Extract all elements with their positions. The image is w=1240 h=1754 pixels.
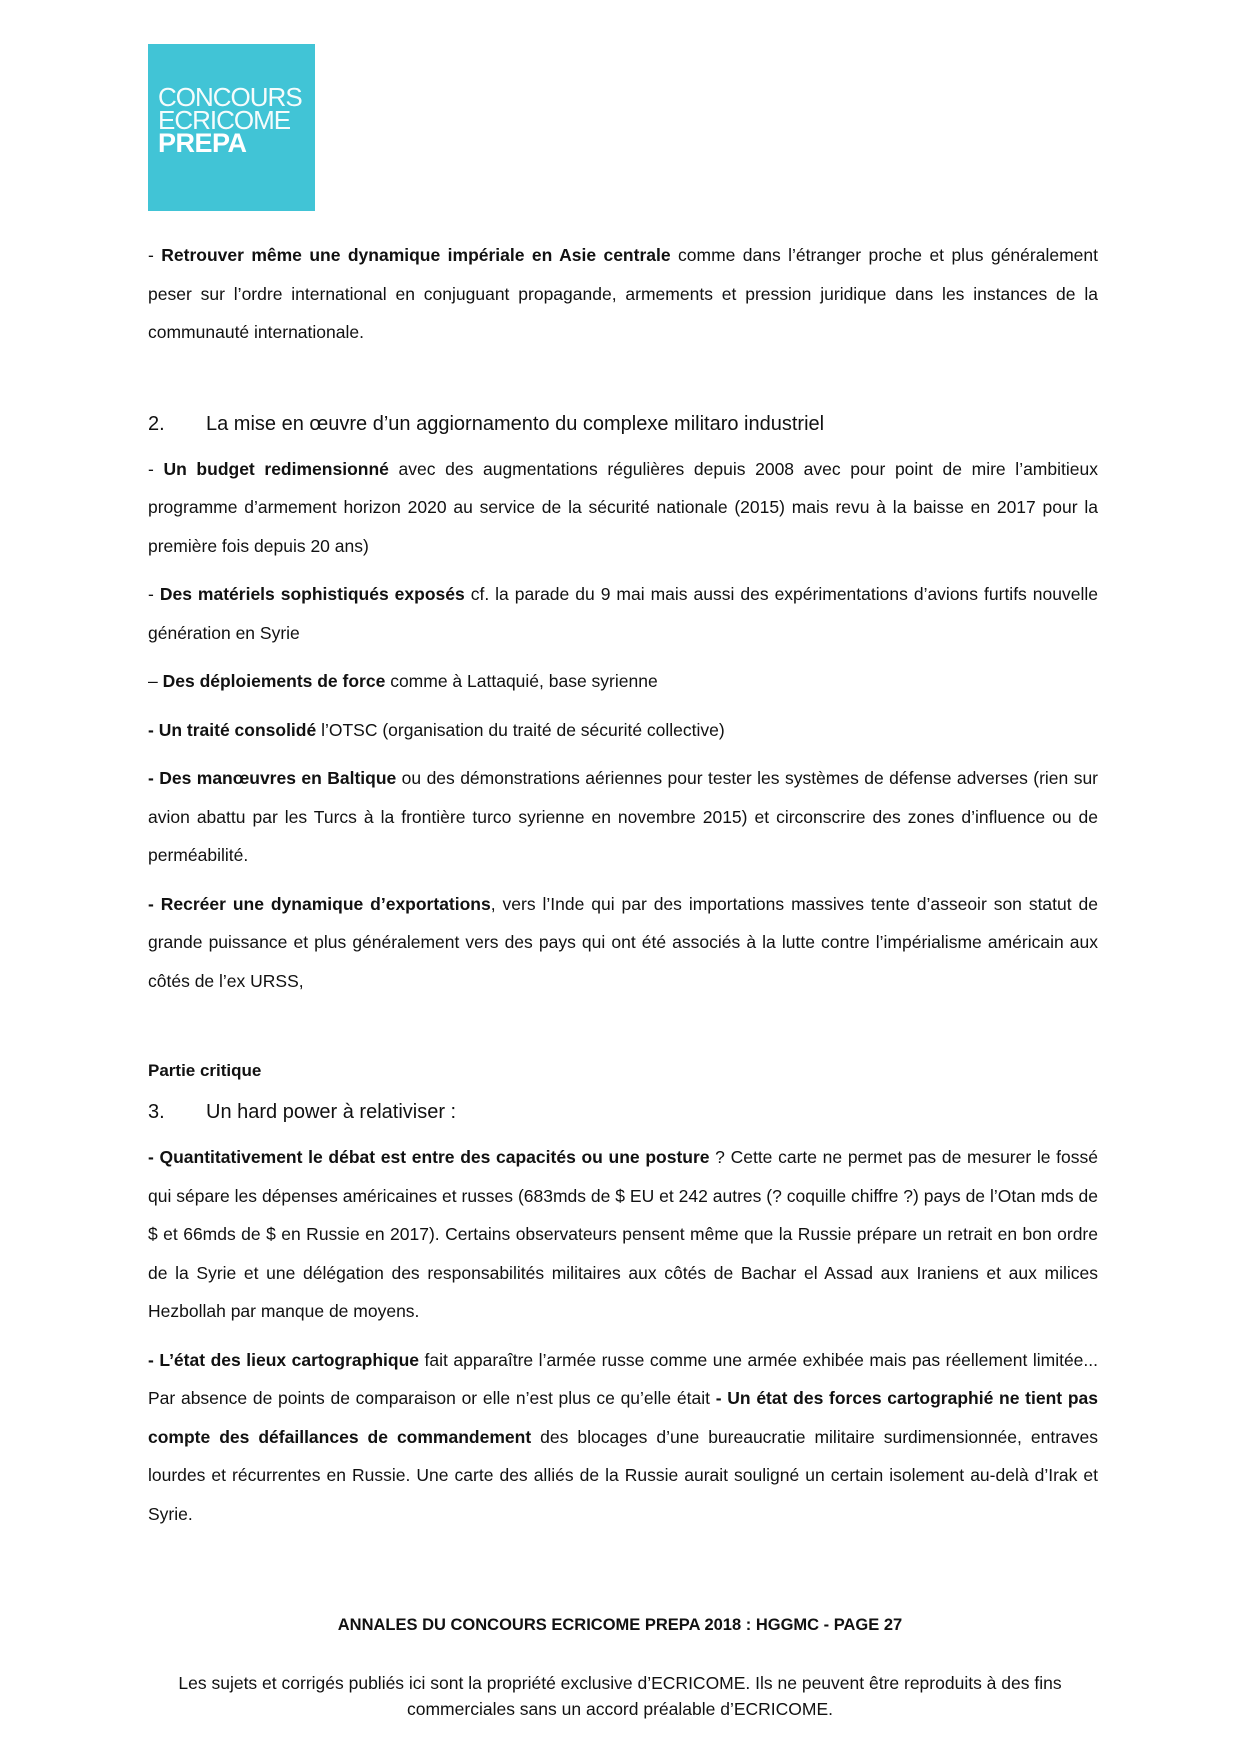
- section-2-title: La mise en œuvre d’un aggiornamento du complexe militaro industriel: [206, 412, 825, 435]
- intro-bold: Retrouver même une dynamique impériale en Asie centrale: [161, 245, 671, 265]
- section-2-item: [148, 711, 1098, 750]
- item-bold: - Des manœuvres en Baltique: [148, 768, 397, 788]
- item-bold: Des déploiements de force: [162, 671, 386, 691]
- section-2-item: [148, 885, 1098, 1001]
- item-text: , vers l’Inde qui par des importations massives tente d’asseoir son statut de grande puissance et plus généralement vers des pays qui ont été associés à la lutte contre l’impérialisme américain aux côtés de l’ex URSS,: [148, 893, 1098, 991]
- item-text: l’OTSC (organisation du traité de sécurité collective): [316, 719, 725, 740]
- item-text: ou des démonstrations aériennes pour tester les systèmes de défense adverses (rien sur avion abattu par les Turcs à la frontière turco syrienne en novembre 2015) et circonscrire des zones d’influence ou de perméabilité.: [148, 768, 1099, 865]
- section-2-heading: [148, 404, 1098, 444]
- partie-critique-label: Partie critique: [148, 1061, 262, 1080]
- section-3-paragraph-1: [148, 1138, 1098, 1331]
- section-3-paragraph-2: [148, 1341, 1098, 1534]
- para-bold: - Un état des forces cartographié ne tient pas compte des défaillances de commandement: [148, 1388, 1098, 1447]
- section-2-item: [148, 759, 1098, 875]
- item-prefix: –: [148, 671, 163, 691]
- para-bold: - L’état des lieux cartographique: [148, 1349, 420, 1370]
- section-3-title: Un hard power à relativiser :: [206, 1101, 457, 1123]
- item-bold: - Un traité consolidé: [148, 719, 317, 740]
- item-text: comme à Lattaquié, base syrienne: [385, 671, 658, 691]
- page-footer-title: ANNALES DU CONCOURS ECRICOME PREPA 2018 : HGGMC - PAGE 27: [337, 1616, 903, 1634]
- section-3-number: 3.: [148, 1101, 165, 1123]
- intro-prefix: -: [148, 245, 162, 265]
- para-text: fait apparaître l’armée russe comme une armée exhibée mais pas réellement limitée... Par absence de points de comparaison or elle n’est plus ce qu’elle était: [148, 1349, 1098, 1408]
- para-text: des blocages d’une bureaucratie militaire surdimensionnée, entraves lourdes et récurrentes en Russie. Une carte des alliés de la Russie aurait souligné un certain isolement au-delà d’Irak et Syrie.: [148, 1426, 1098, 1524]
- section-3-heading: [148, 1092, 1098, 1132]
- item-bold: Des matériels sophistiqués exposés: [159, 584, 465, 604]
- logo-line-concours: CONCOURS: [158, 82, 302, 112]
- para-text: ? Cette carte ne permet pas de mesurer le fossé qui sépare les dépenses américaines et russes (683mds de $ EU et 242 autres (? coquille chiffre ?) pays de l’Otan mds de $ et 66mds de $ en Russie en 2017). Certains observateurs pensent même que la Russie prépare un retrait en bon ordre de la Syrie et une délégation des responsabilités militaires aux côtés de Bachar el Assad aux Iraniens et aux milices Hezbollah par manque de moyens.: [148, 1147, 1098, 1321]
- section-2-item: [148, 575, 1098, 652]
- intro-text: comme dans l’étranger proche et plus généralement peser sur l’ordre international en conjuguant propagande, armements et pression juridique dans les instances de la communauté internationale.: [148, 245, 1098, 342]
- section-2-number: 2.: [148, 412, 165, 435]
- item-bold: - Recréer une dynamique d’exportations: [148, 893, 491, 914]
- page-footer-note: Les sujets et corrigés publiés ici sont la propriété exclusive d’ECRICOME. Ils ne peuvent être reproduits à des fins commerciales sans un accord préalable d’ECRICOME.: [178, 1673, 1062, 1719]
- item-prefix: -: [148, 584, 160, 604]
- logo-text: [158, 82, 302, 158]
- item-text: cf. la parade du 9 mai mais aussi des expérimentations d’avions furtifs nouvelle génération en Syrie: [148, 584, 1098, 643]
- item-text: avec des augmentations régulières depuis 2008 avec pour point de mire l’ambitieux programme d’armement horizon 2020 au service de la sécurité nationale (2015) mais revu à la baisse en 2017 pour la première fois depuis 20 ans): [148, 458, 1098, 556]
- intro-paragraph: [148, 236, 1098, 352]
- ecricome-logo: [148, 44, 315, 211]
- logo-line-prepa: PREPA: [158, 128, 247, 158]
- section-2-item: [148, 662, 1098, 701]
- item-bold: Un budget redimensionné: [163, 458, 389, 479]
- item-prefix: -: [148, 458, 164, 479]
- document-body: [148, 236, 1098, 1543]
- logo-line-ecricome: ECRICOME: [158, 105, 291, 135]
- para-bold: - Quantitativement le débat est entre des capacités ou une posture: [148, 1147, 710, 1167]
- section-2-item: [148, 450, 1098, 566]
